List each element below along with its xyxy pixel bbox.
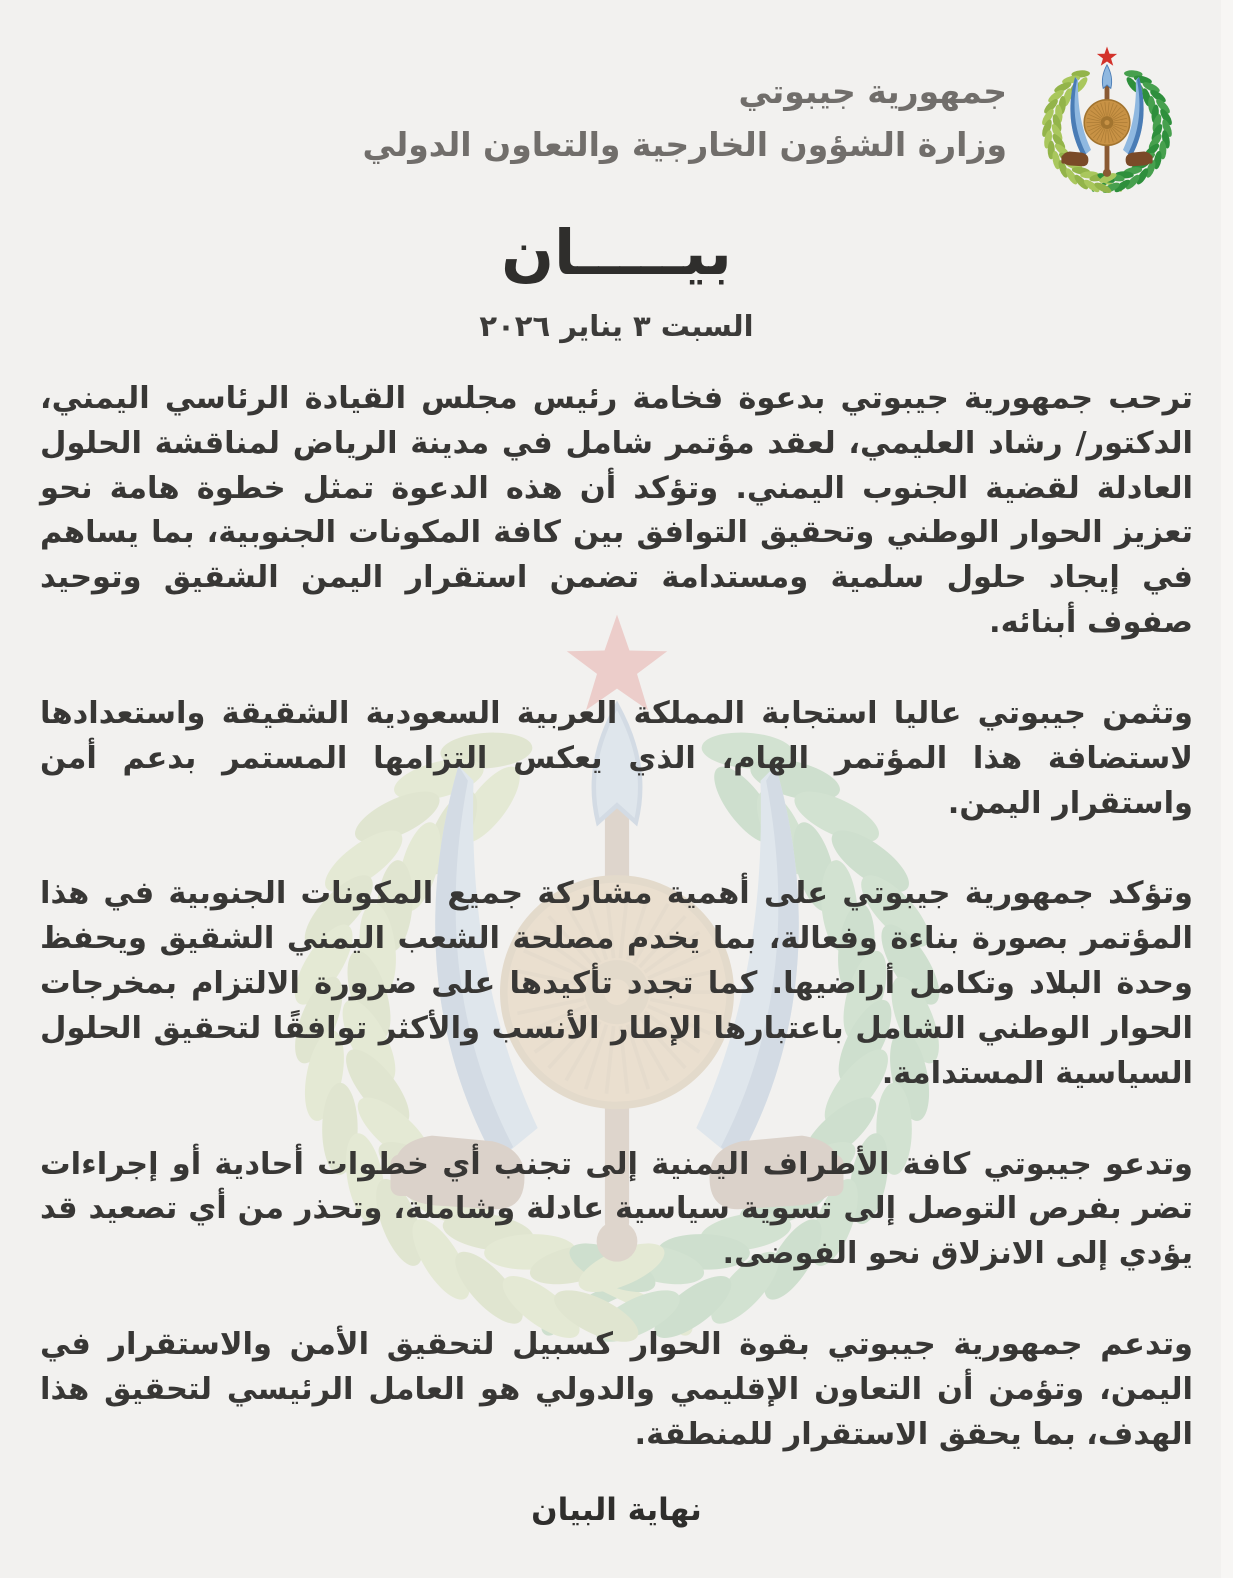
document-header [0, 0, 1233, 194]
paragraph-2: وتثمن جيبوتي عاليا استجابة المملكة العربية السعودية الشقيقة واستعدادها لاستضافة هذا المؤتمر الهام، الذي يعكس التزامها المستمر بدعم أمن واستقرار اليمن. [40, 695, 1193, 821]
header-text-block [363, 65, 1007, 172]
statement-date: السبت ٣ يناير ٢٠٢٦ [479, 309, 754, 343]
paragraph-1: ترحب جمهورية جيبوتي بدعوة فخامة رئيس مجلس القيادة الرئاسي اليمني، الدكتور/ رشاد العليمي، لعقد مؤتمر شامل في مدينة الرياض لمناقشة الحلول العادلة لقضية الجنوب اليمني. وتؤكد أن هذه الدعوة تمثل خطوة هامة نحو تعزيز الحوار الوطني وتحقيق التوافق بين كافة المكونات الجنوبية، بما يساهم في إيجاد حلول سلمية ومستدامة تضمن استقرار اليمن الشقيق وتوحيد صفوف أبنائه. [40, 381, 1193, 641]
statement-footer: نهاية البيان [531, 1492, 702, 1528]
statement-body [0, 343, 1233, 1458]
header-ministry: وزارة الشؤون الخارجية والتعاون الدولي [362, 125, 1007, 164]
paragraph-5: وتدعم جمهورية جيبوتي بقوة الحوار كسبيل لتحقيق الأمن والاستقرار في اليمن، وتؤمن أن التعاون الإقليمي والدولي هو العامل الرئيسي لتحقيق هذا الهدف، بما يحقق الاستقرار للمنطقة. [40, 1327, 1193, 1452]
header-country: جمهورية جيبوتي [738, 71, 1007, 111]
paragraph-4: وتدعو جيبوتي كافة الأطراف اليمنية إلى تجنب أي خطوات أحادية أو إجراءات تضر بفرص التوصل إلى تسوية سياسية عادلة وشاملة، وتحذر من أي تصعيد قد يؤدي إلى الانزلاق نحو الفوضى. [40, 1146, 1193, 1272]
djibouti-emblem-icon [1029, 42, 1185, 194]
paragraph-3: وتؤكد جمهورية جيبوتي على أهمية مشاركة جميع المكونات الجنوبية في هذا المؤتمر بصورة بناءة وفعالة، بما يخدم مصلحة الشعب اليمني الشقيق ويحفظ وحدة البلاد وتكامل أراضيها. كما تجدد تأكيدها على ضرورة الالتزام بمخرجات الحوار الوطني الشامل باعتبارها الإطار الأنسب والأكثر توافقًا لتحقيق الحلول السياسية المستدامة. [40, 876, 1193, 1091]
statement-title: بيـــــان [501, 216, 732, 289]
